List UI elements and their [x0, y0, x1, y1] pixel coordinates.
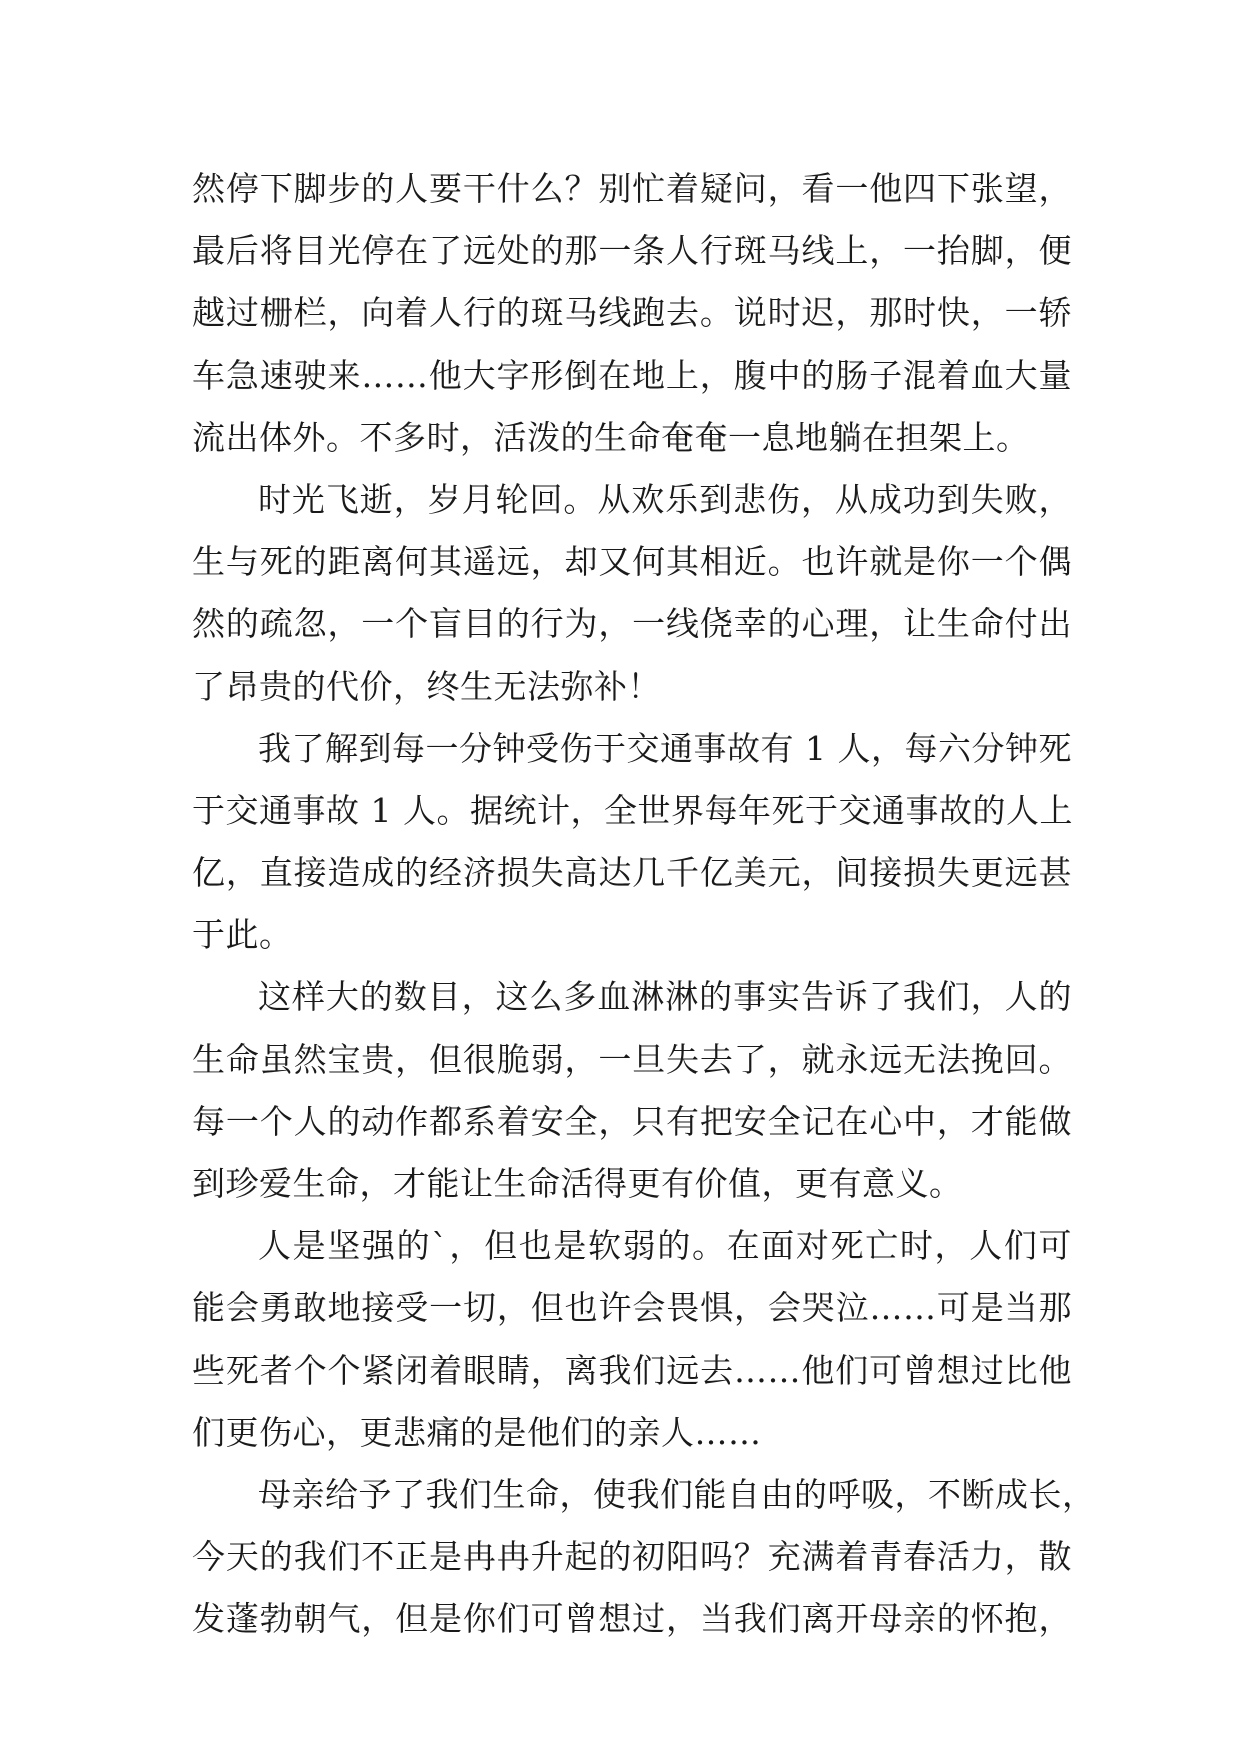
text-line: 母亲给予了我们生命，使我们能自由的呼吸，不断成长，: [258, 1474, 1096, 1514]
text-line: 最后将目光停在了远处的那一条人行斑马线上，一抬脚，便: [192, 231, 1072, 271]
text-line: 时光飞逝，岁月轮回。从欢乐到悲伤，从成功到失败，: [258, 479, 1072, 519]
text-line: 然的疏忽，一个盲目的行为，一线侥幸的心理，让生命付出: [192, 604, 1072, 644]
text-line: 越过栅栏，向着人行的斑马线跑去。说时迟，那时快，一轿: [192, 293, 1072, 333]
text-line: 今天的我们不正是冉冉升起的初阳吗？充满着青春活力，散: [192, 1537, 1072, 1577]
text-line: 些死者个个紧闭着眼睛，离我们远去……他们可曾想过比他: [192, 1350, 1072, 1390]
text-line: 了昂贵的代价，终生无法弥补！: [192, 666, 661, 706]
text-line: 流出体外。不多时，活泼的生命奄奄一息地躺在担架上。: [192, 417, 1030, 457]
text-line: 于此。: [192, 915, 293, 955]
text-line: 发蓬勃朝气，但是你们可曾想过，当我们离开母亲的怀抱，: [192, 1599, 1072, 1639]
text-line: 人是坚强的`，但也是软弱的。在面对死亡时，人们可: [258, 1226, 1072, 1266]
text-line: 亿，直接造成的经济损失高达几千亿美元，间接损失更远甚: [192, 853, 1072, 893]
text-line: 能会勇敢地接受一切，但也许会畏惧，会哭泣……可是当那: [192, 1288, 1072, 1328]
text-line: 每一个人的动作都系着安全，只有把安全记在心中，才能做: [192, 1101, 1072, 1141]
text-line: 我了解到每一分钟受伤于交通事故有 1 人，每六分钟死: [258, 728, 1072, 768]
text-line: 们更伤心，更悲痛的是他们的亲人……: [192, 1412, 762, 1452]
text-line: 车急速驶来……他大字形倒在地上，腹中的肠子混着血大量: [192, 355, 1072, 395]
paragraph-2: [192, 469, 1072, 718]
text-line: 生与死的距离何其遥远，却又何其相近。也许就是你一个偶: [192, 542, 1072, 582]
paragraph-4: [192, 966, 1072, 1215]
text-line: 到珍爱生命，才能让生命活得更有价值，更有意义。: [192, 1164, 963, 1203]
text-line: 生命虽然宝贵，但很脆弱，一旦失去了，就永远无法挽回。: [192, 1039, 1072, 1079]
text-line: 然停下脚步的人要干什么？别忙着疑问，看一他四下张望，: [192, 169, 1072, 208]
text-line: 于交通事故 1 人。据统计，全世界每年死于交通事故的人上: [192, 790, 1073, 830]
paragraph-3: [192, 718, 1072, 967]
paragraph-6: [192, 1464, 1096, 1651]
body-text: [192, 158, 1096, 1651]
paragraph-1: [192, 158, 1072, 469]
paragraph-5: [192, 1215, 1072, 1464]
text-line: 这样大的数目，这么多血淋淋的事实告诉了我们，人的: [258, 977, 1072, 1017]
